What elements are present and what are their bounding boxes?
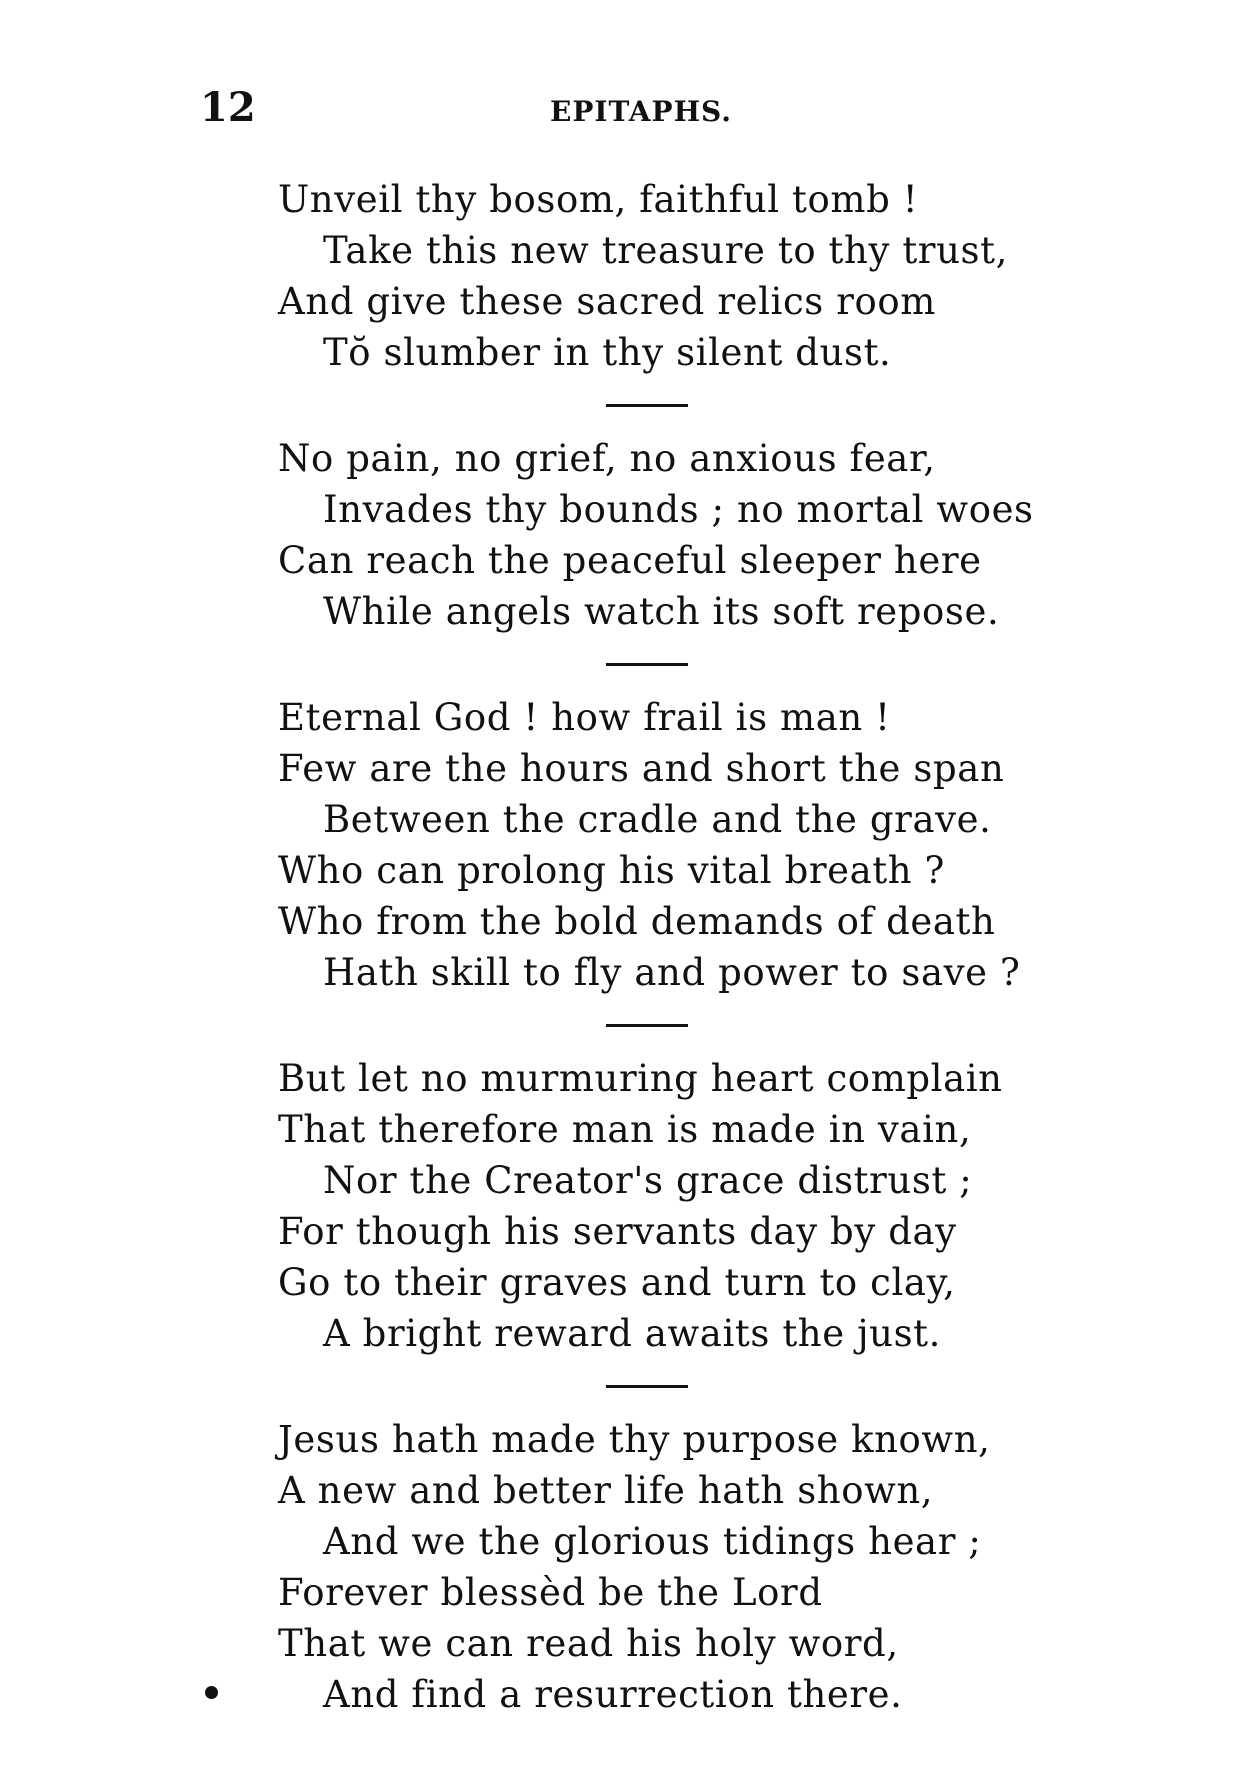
poem-line: But let no murmuring heart complain <box>278 1057 1003 1100</box>
poem-line: No pain, no grief, no anxious fear, <box>278 437 936 480</box>
poem-line: Who can prolong his vital breath ? <box>278 849 945 892</box>
poem-line: A new and better life hath shown, <box>278 1469 934 1512</box>
stanza-1 <box>278 174 1178 378</box>
poem-line: Go to their graves and turn to clay, <box>278 1261 956 1304</box>
stanza-divider <box>606 404 688 407</box>
poem-line: Nor the Creator's grace distrust ; <box>323 1159 973 1202</box>
poem-line: Few are the hours and short the span <box>278 747 1005 790</box>
poem-line: Take this new treasure to thy trust, <box>323 229 1008 272</box>
stanza-divider <box>606 1385 688 1388</box>
poem-line: That therefore man is made in vain, <box>278 1108 972 1151</box>
poem-line: Who from the bold demands of death <box>278 900 996 943</box>
poem-line: That we can read his holy word, <box>278 1622 899 1665</box>
poem-line: And we the glorious tidings hear ; <box>323 1520 982 1563</box>
poem-line: Between the cradle and the grave. <box>323 798 992 841</box>
poem-line: Hath skill to fly and power to save ? <box>323 951 1021 994</box>
page-number: 12 <box>200 84 256 131</box>
stanza-5 <box>278 1414 1178 1720</box>
poem-line: Jesus hath made thy purpose known, <box>278 1418 991 1461</box>
poem-line: Invades thy bounds ; no mortal woes <box>323 488 1034 531</box>
stanza-divider <box>606 663 688 666</box>
stanza-3 <box>278 692 1178 998</box>
poem-line: Eternal God ! how frail is man ! <box>278 696 891 739</box>
running-head: EPITAPHS. <box>550 95 733 128</box>
poem-line: For though his servants day by day <box>278 1210 957 1253</box>
poem-line: While angels watch its soft repose. <box>323 590 1000 633</box>
poem-line: A bright reward awaits the just. <box>323 1312 941 1355</box>
poem-line: Can reach the peaceful sleeper here <box>278 539 982 582</box>
poem-line: Unveil thy bosom, faithful tomb ! <box>278 178 919 221</box>
poem-line: Forever blessèd be the Lord <box>278 1571 823 1614</box>
ink-blot <box>205 1686 218 1699</box>
stanza-divider <box>606 1024 688 1027</box>
poem-line: And give these sacred relics room <box>278 280 936 323</box>
stanza-2 <box>278 433 1178 637</box>
poem-line: Tŏ slumber in thy silent dust. <box>323 331 892 374</box>
stanza-4 <box>278 1053 1178 1359</box>
poem-body <box>278 174 1178 1720</box>
poem-line: And find a resurrection there. <box>323 1673 903 1716</box>
